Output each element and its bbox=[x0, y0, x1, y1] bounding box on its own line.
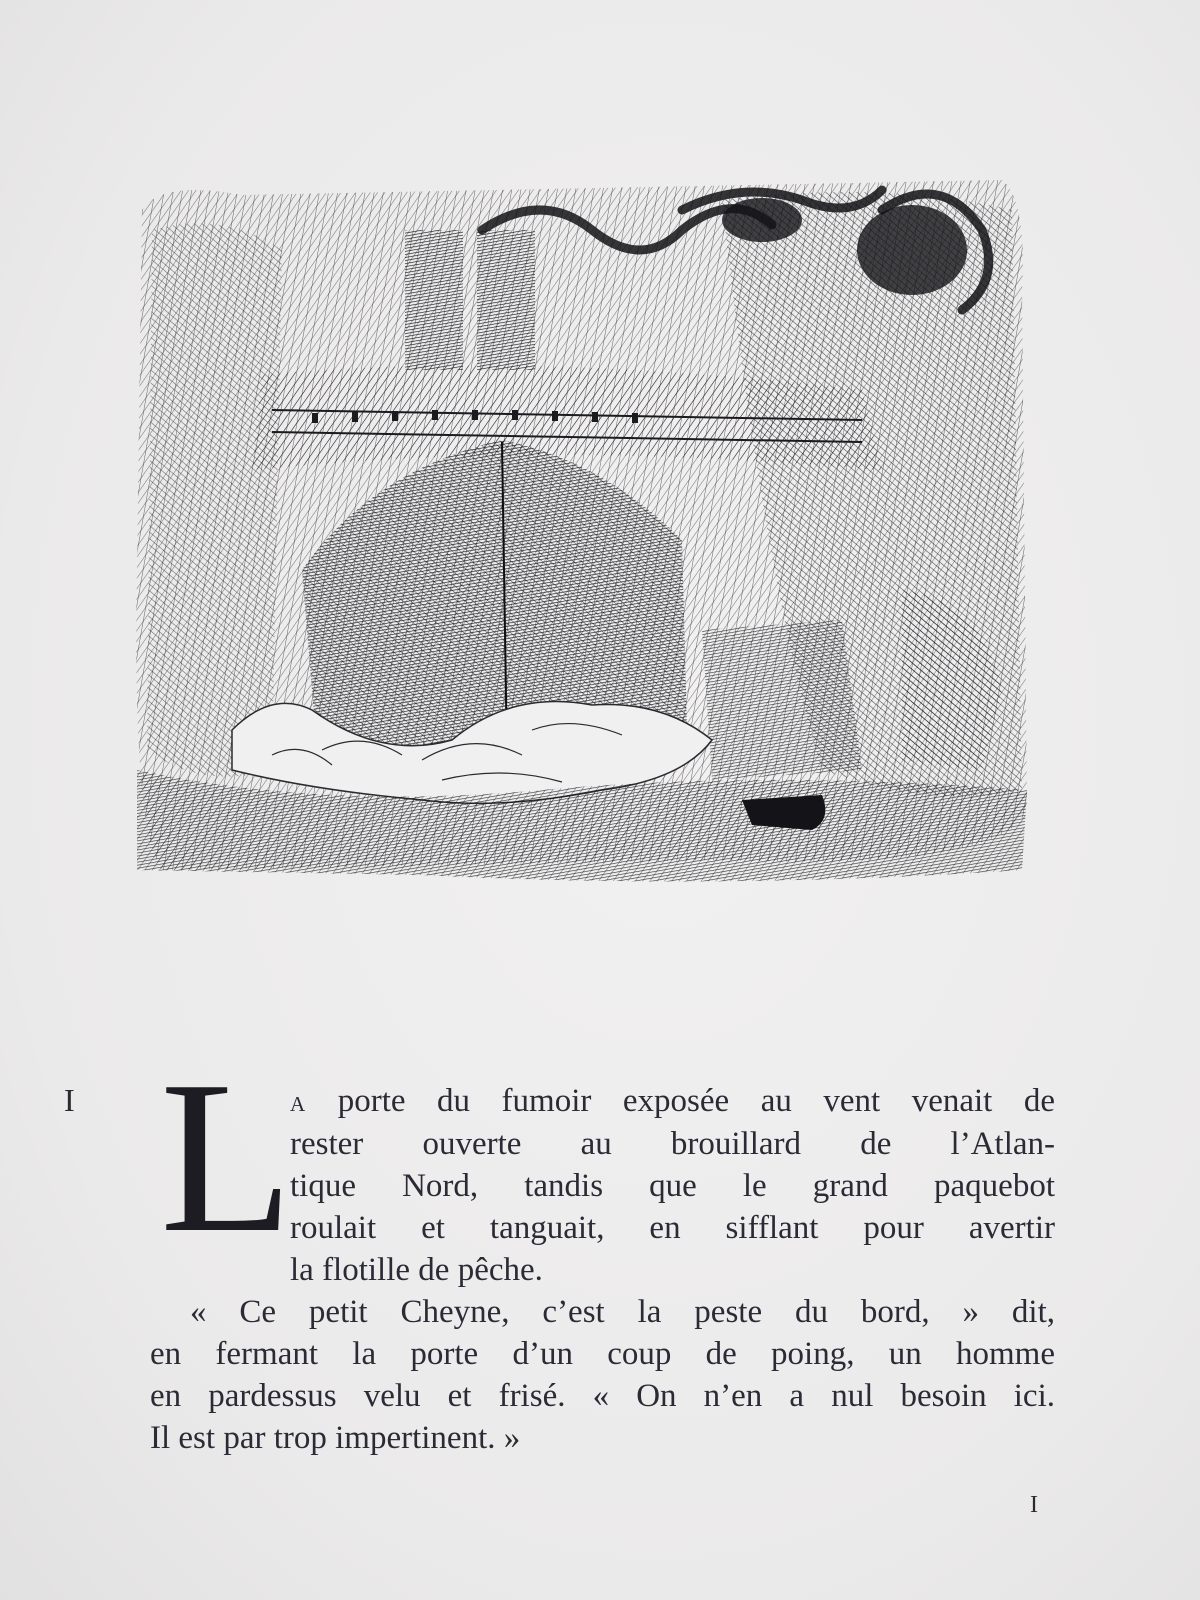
text-line-2: rester ouverte au brouillard de l’Atlan- bbox=[290, 1126, 1055, 1162]
funnel-left bbox=[405, 230, 463, 370]
text-line-8: en pardessus velu et frisé. « On n’en a nul besoin ici. bbox=[150, 1378, 1055, 1414]
funnel-right bbox=[477, 230, 535, 370]
chapter-numeral: I bbox=[64, 1082, 75, 1118]
text-line-4: roulait et tanguait, en sifflant pour avertir bbox=[290, 1210, 1055, 1246]
text-line-1: a porte du fumoir exposée au vent venait de bbox=[290, 1083, 1055, 1119]
text-line-9: Il est par trop impertinent. » bbox=[150, 1420, 521, 1456]
etching-illustration bbox=[122, 170, 1052, 890]
drop-cap-letter: L bbox=[160, 1037, 294, 1278]
text-line-6: « Ce petit Cheyne, c’est la peste du bord, » dit, bbox=[190, 1294, 1055, 1330]
text-line-3: tique Nord, tandis que le grand paquebot bbox=[290, 1168, 1055, 1204]
chapter-text bbox=[150, 1080, 1055, 1459]
first-word-smallcaps: a bbox=[290, 1085, 307, 1118]
text-line-7: en fermant la porte d’un coup de poing, un homme bbox=[150, 1336, 1055, 1372]
page-folio: I bbox=[1030, 1492, 1038, 1518]
text-line-5: la flotille de pêche. bbox=[290, 1252, 543, 1288]
